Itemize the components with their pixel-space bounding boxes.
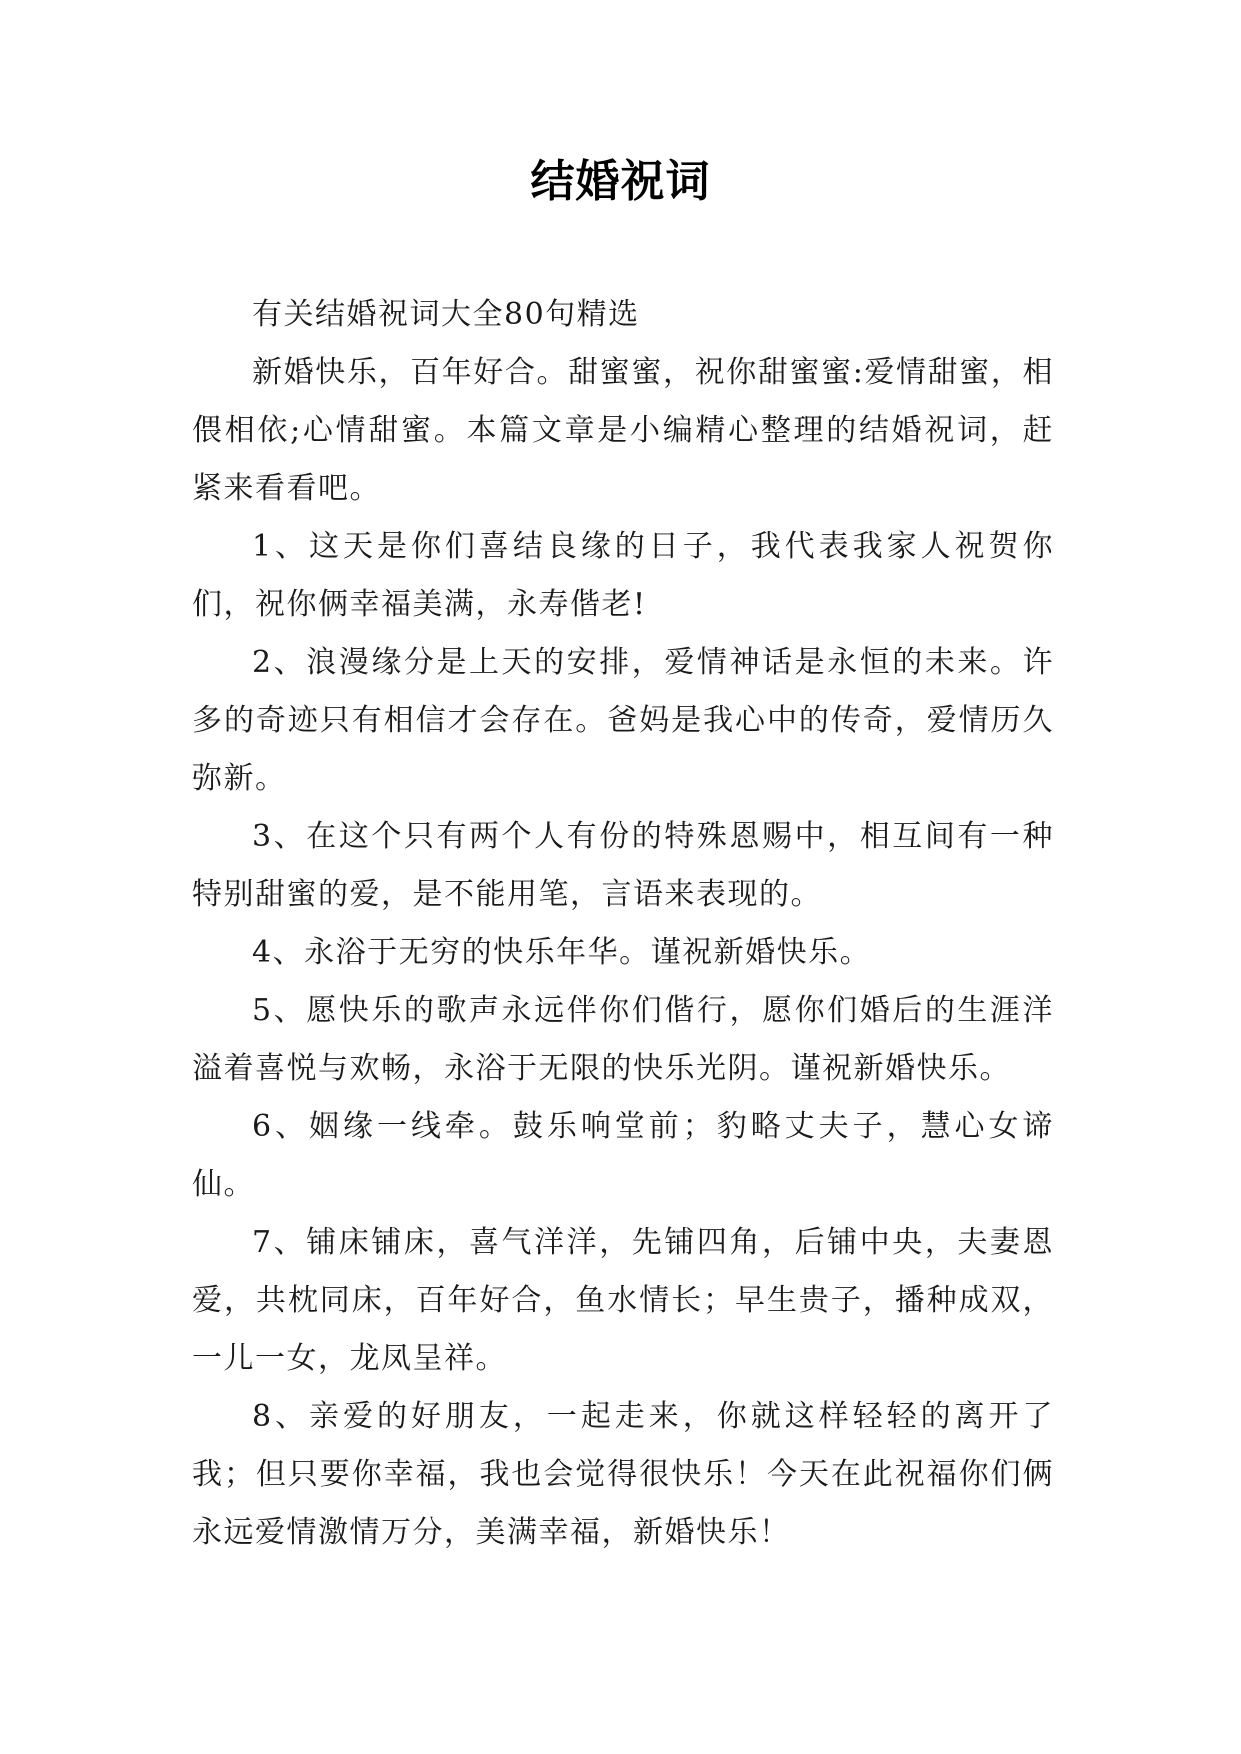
blessing-item-2: 2、浪漫缘分是上天的安排，爱情神话是永恒的未来。许多的奇迹只有相信才会存在。爸妈是我心中的传奇，爱情历久弥新。 xyxy=(192,645,1054,796)
blessing-item-7: 7、铺床铺床，喜气洋洋，先铺四角，后铺中央，夫妻恩爱，共枕同床，百年好合，鱼水情长；早生贵子，播种成双，一儿一女，龙凤呈祥。 xyxy=(192,1225,1054,1376)
intro-paragraph: 新婚快乐，百年好合。甜蜜蜜，祝你甜蜜蜜:爱情甜蜜，相偎相依;心情甜蜜。本篇文章是小编精心整理的结婚祝词，赶紧来看看吧。 xyxy=(192,355,1054,506)
document-body xyxy=(192,286,1054,1562)
blessing-item-8: 8、亲爱的好朋友，一起走来，你就这样轻轻的离开了我；但只要你幸福，我也会觉得很快乐！今天在此祝福你们俩永远爱情激情万分，美满幸福，新婚快乐！ xyxy=(192,1399,1054,1550)
blessing-item-1: 1、这天是你们喜结良缘的日子，我代表我家人祝贺你们，祝你俩幸福美满，永寿偕老! xyxy=(192,529,1054,622)
blessing-item-5: 5、愿快乐的歌声永远伴你们偕行，愿你们婚后的生涯洋溢着喜悦与欢畅，永浴于无限的快乐光阴。谨祝新婚快乐。 xyxy=(192,993,1054,1086)
blessing-item-4: 4、永浴于无穷的快乐年华。谨祝新婚快乐。 xyxy=(252,935,872,970)
intro-heading: 有关结婚祝词大全80句精选 xyxy=(252,297,640,332)
blessing-item-3: 3、在这个只有两个人有份的特殊恩赐中，相互间有一种特别甜蜜的爱，是不能用笔，言语来表现的。 xyxy=(192,819,1054,912)
page-title: 结婚祝词 xyxy=(530,156,711,207)
blessing-item-6: 6、姻缘一线牵。鼓乐响堂前；豹略丈夫子，慧心女谛仙。 xyxy=(192,1109,1054,1202)
